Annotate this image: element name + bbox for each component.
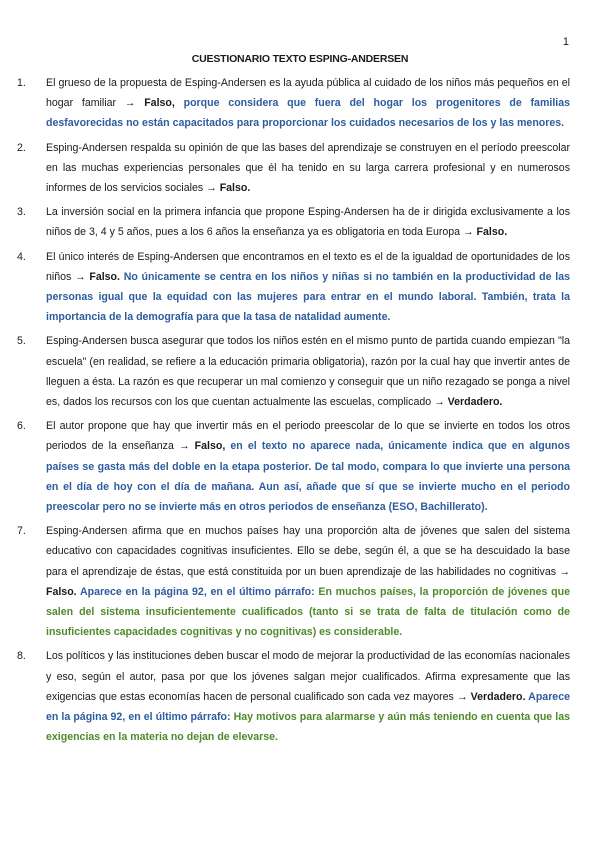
answer-verdict: Verdadero. (470, 690, 526, 703)
question-item (17, 331, 570, 412)
question-item (17, 521, 570, 642)
answer-verdict: Falso. (219, 182, 251, 195)
answer-quote: Hay motivos para alarmarse y aún más teniendo en cuenta que las exigencias en la materia no dejan de elevarse. (46, 711, 570, 744)
question-number: 3. (17, 206, 26, 219)
answer-explanation: porque considera que fuera del hogar los progenitores de familias desfavorecidas no están capacitados para proporcionar los cuidados necesarios de los y las menores. (46, 97, 570, 130)
answer-explanation: Aparece en la página 92, en el último párrafo: (76, 585, 315, 598)
answer-explanation: No únicamente se centra en los niños y niñas si no también en la productividad de las personas igual que la equidad con las mujeres para entrar en el mundo laboral. También, trata la importancia de la demografía para que la tasa de natalidad aumente. (46, 270, 570, 324)
question-item (17, 73, 570, 134)
question-text: Los políticos y las instituciones deben buscar el modo de mejorar la productividad de las economías nacionales y eso, según el autor, pasa por que los jóvenes salgan mejor cualificados. Afirma expresamente que las exigencias que estas economías hacen de personal cualificado son cada vez mayores → (46, 650, 570, 703)
question-number: 4. (17, 250, 26, 263)
question-number: 1. (17, 77, 26, 89)
question-text: El autor propone que hay que invertir más en el periodo preescolar de lo que se invierte en todos los otros periodos de la enseñanza → (46, 420, 570, 453)
question-number: 7. (17, 525, 26, 538)
answer-verdict: Falso. (46, 585, 77, 598)
question-item (17, 247, 570, 328)
answer-verdict: Falso, (194, 440, 226, 453)
question-number: 5. (17, 335, 26, 348)
question-list (17, 73, 571, 752)
question-text: La inversión social en la primera infancia que propone Esping-Andersen ha de ir dirigida exclusivamente a los niños de 3, 4 y 5 años, pues a los 6 años la enseñanza ya es obligatoria en toda Europa → (46, 206, 570, 239)
question-item (17, 416, 571, 517)
question-number: 8. (17, 650, 26, 663)
question-text: Esping-Andersen busca asegurar que todos los niños estén en el mismo punto de partida cuando empiezan "la escuela" (en realidad, se refiere a la educación primaria obligatoria), razón por la cual hay que invertir antes de lleguen a ésta. La razón es que recuperar un mal comienzo y conseguir que un niño rezagado se ponga a nivel es, dados los recursos con los que cuentan actualmente las escuelas, complicado → (46, 335, 570, 409)
question-number: 6. (17, 420, 26, 433)
answer-explanation: en el texto no aparece nada, únicamente indica que en algunos países se gasta más del doble en la etapa posterior. De tal modo, compara lo que invierte una persona en el día de hoy con el día de mañana. Aun así, añade que sí que se invierte mucho en el periodo preescolar pero no se invierte más en otros periodos de enseñanza (ESO, Bachillerato). (46, 440, 571, 514)
question-text: Esping-Andersen respalda su opinión de que las bases del aprendizaje se construyen en el período preescolar en las muchas experiencias personales que él ha tenido en su larga carrera profesional y en numerosos informes de los servicios sociales → (46, 141, 570, 195)
question-text: El único interés de Esping-Andersen que encontramos en el texto es el de la igualdad de oportunidades de los niños → (46, 250, 570, 283)
answer-verdict: Falso. (89, 270, 120, 283)
question-item (17, 646, 570, 747)
question-number: 2. (17, 141, 26, 154)
question-item (17, 138, 570, 199)
page-title: CUESTIONARIO TEXTO ESPING-ANDERSEN (191, 53, 409, 65)
answer-quote: En muchos países, la proporción de jóvenes que salen del sistema insuficientemente cualificados (tanto si se trata de falta de titulación como de insuficientes capacidades cognitivas y no cognitivas) es considerable. (46, 585, 570, 639)
question-text: El grueso de la propuesta de Esping-Andersen es la ayuda pública al cuidado de los niños más pequeños en el hogar familiar → (46, 77, 570, 110)
answer-verdict: Verdadero. (447, 396, 503, 409)
answer-verdict: Falso, (144, 97, 175, 110)
answer-verdict: Falso. (476, 226, 508, 239)
answer-explanation: Aparece en la página 92, en el último párrafo: (46, 690, 570, 724)
page-number: 1 (562, 36, 569, 48)
question-item (17, 202, 570, 242)
question-text: Esping-Andersen afirma que en muchos países hay una proporción alta de jóvenes que salen del sistema educativo con capacidades cognitivas insuficientes. Ello se debe, según él, a que se ha descuidado la base para el aprendizaje de éstas, que está constituida por un buen aprendizaje de las habilidades no cognitivas → (46, 525, 570, 578)
